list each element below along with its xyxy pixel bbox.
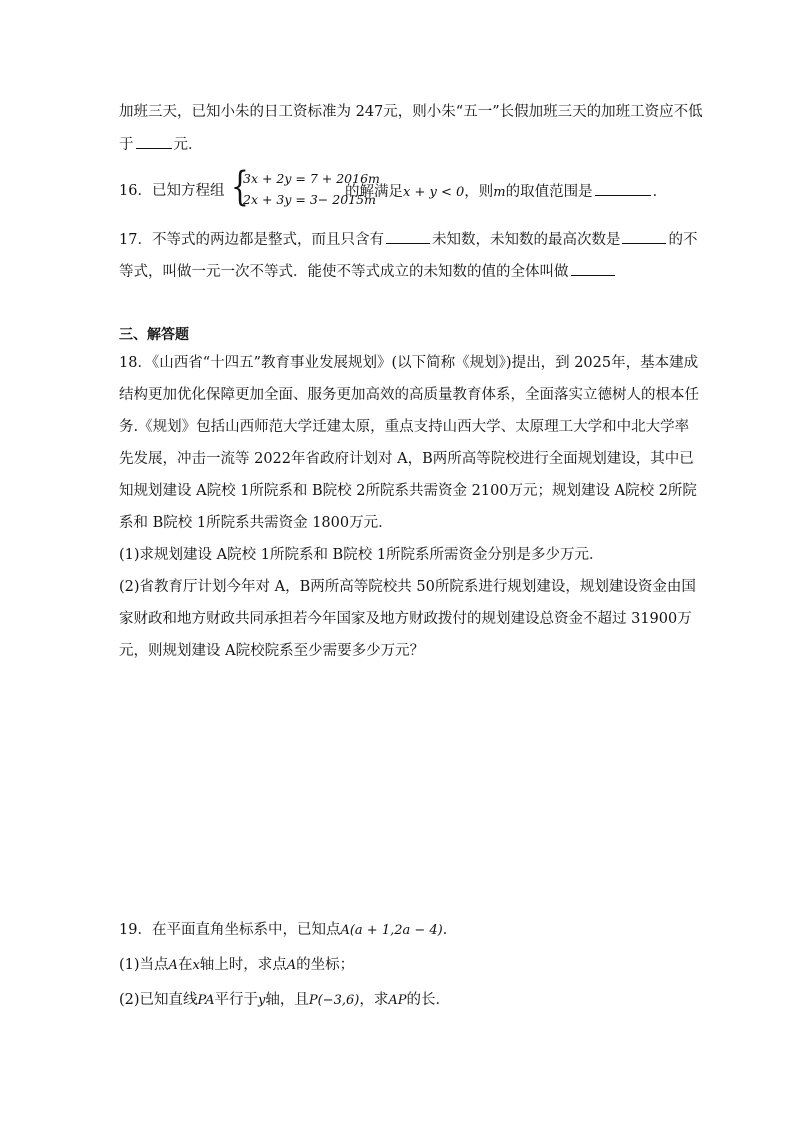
q19-intro-text: 19．在平面直角坐标系中，已知点	[119, 922, 341, 938]
q16-equation-2: 2x + 3y = 3− 2015m	[243, 192, 376, 207]
q17-blank-3[interactable]	[571, 261, 615, 276]
q16-answer-blank[interactable]	[595, 181, 651, 196]
q19-p1-point: A	[168, 958, 178, 973]
q18-line-2: 结构更加优化保障更加全面、服务更加高效的高质量教育体系，全面落实立德树人的根本任	[119, 387, 699, 403]
q18-part-2-line-3: 元，则规划建设 A院校院系至少需要多少万元？	[119, 643, 425, 659]
q17-blank-1[interactable]	[386, 229, 430, 244]
q19-p1-point-2: A	[286, 958, 297, 973]
q16-brace: {	[231, 164, 249, 210]
q18-line-4: 先发展，冲击一流等 2022年省政府计划对 A，B两所高等院校进行全面规划建设，其中已	[119, 451, 694, 467]
q16-mid3: 的取值范围是	[505, 184, 593, 200]
q17-line2	[119, 261, 617, 282]
q16-mid1: 的解满足	[345, 184, 403, 200]
q19-p2-text-c: 轴，且	[265, 992, 309, 1008]
q19-p1-axis: x	[192, 958, 200, 973]
q16-equation-1: 3x + 2y = 7 + 2016m	[243, 171, 380, 186]
q19-intro	[119, 920, 457, 941]
q15-line1: 加班三天，已知小朱的日工资标准为 247元，则小朱“五一”长假加班三天的加班工资应不低	[119, 104, 703, 120]
q19-p2-line: PA	[197, 993, 215, 1008]
q19-p2-text-d: ，求	[359, 992, 389, 1008]
section-heading: 三、解答题	[119, 327, 189, 343]
q19-p2-text-a: (2)已知直线	[119, 992, 198, 1008]
q15-text-after: 元．	[173, 137, 203, 153]
q15-text-before: 于	[119, 137, 134, 153]
q18-part-1: (1)求规划建设 A院校 1所院系和 B院校 1所院系所需资金分别是多少万元．	[119, 547, 604, 563]
q17-text-b: 未知数，未知数的最高次数是	[431, 232, 621, 248]
q18-line-5: 知规划建设 A院校 1所院系和 B院校 2所院系共需资金 2100万元；规划建设 A院校 2所院	[119, 483, 697, 499]
q17-text-c: 的不	[668, 232, 698, 248]
q19-point-a: A(a + 1,2a − 4)	[340, 923, 443, 938]
q19-p2-text-e: 的长．	[406, 992, 450, 1008]
q19-p1-text-d: 的坐标；	[296, 957, 355, 973]
q18-line-6: 系和 B院校 1所院系共需资金 1800万元．	[119, 515, 393, 531]
q19-part-1	[119, 955, 354, 976]
q19-p1-text-b: 在	[177, 957, 193, 973]
q16-condition: x + y < 0	[403, 185, 465, 200]
q17-text-a: 17．不等式的两边都是整式，而且只含有	[119, 232, 384, 248]
q17-blank-2[interactable]	[622, 229, 666, 244]
q19-p2-segment: AP	[388, 993, 407, 1008]
q16-end: ．	[652, 184, 668, 200]
q19-p2-axis: y	[258, 993, 266, 1008]
q17-text-d: 等式，叫做一元一次不等式．能使不等式成立的未知数的值的全体叫做	[119, 264, 569, 280]
q17-line1	[119, 229, 697, 250]
q16-suffix	[345, 181, 667, 203]
q18-line-1: 18．《山西省“十四五”教育事业发展规划》(以下简称《规划》)提出，到 2025年，基本建成	[119, 355, 699, 371]
q18-line-3: 务.《规划》包括山西师范大学迁建太原，重点支持山西大学、太原理工大学和中北大学率	[119, 419, 690, 435]
q19-p2-point: P(−3,6)	[308, 993, 360, 1008]
q16-prefix: 16．已知方程组	[119, 183, 225, 199]
q19-part-2	[119, 990, 450, 1011]
q15-line2	[119, 134, 203, 155]
q16-mid2: ，则	[464, 184, 494, 200]
q18-part-2-line-2: 家财政和地方财政共同承担若今年国家及地方财政拨付的规划建设总资金不超过 31900万	[119, 611, 692, 627]
q15-answer-blank[interactable]	[136, 134, 172, 149]
q19-p1-text-c: 轴上时，求点	[199, 957, 287, 973]
q18-part-2-line-1: (2)省教育厅计划今年对 A，B两所高等院校共 50所院系进行规划建设，规划建设资金由国	[119, 579, 696, 595]
q19-p1-text-a: (1)当点	[119, 957, 169, 973]
q16-variable: m	[493, 185, 506, 200]
q19-intro-end: ．	[442, 922, 458, 938]
q19-p2-text-b: 平行于	[214, 992, 258, 1008]
